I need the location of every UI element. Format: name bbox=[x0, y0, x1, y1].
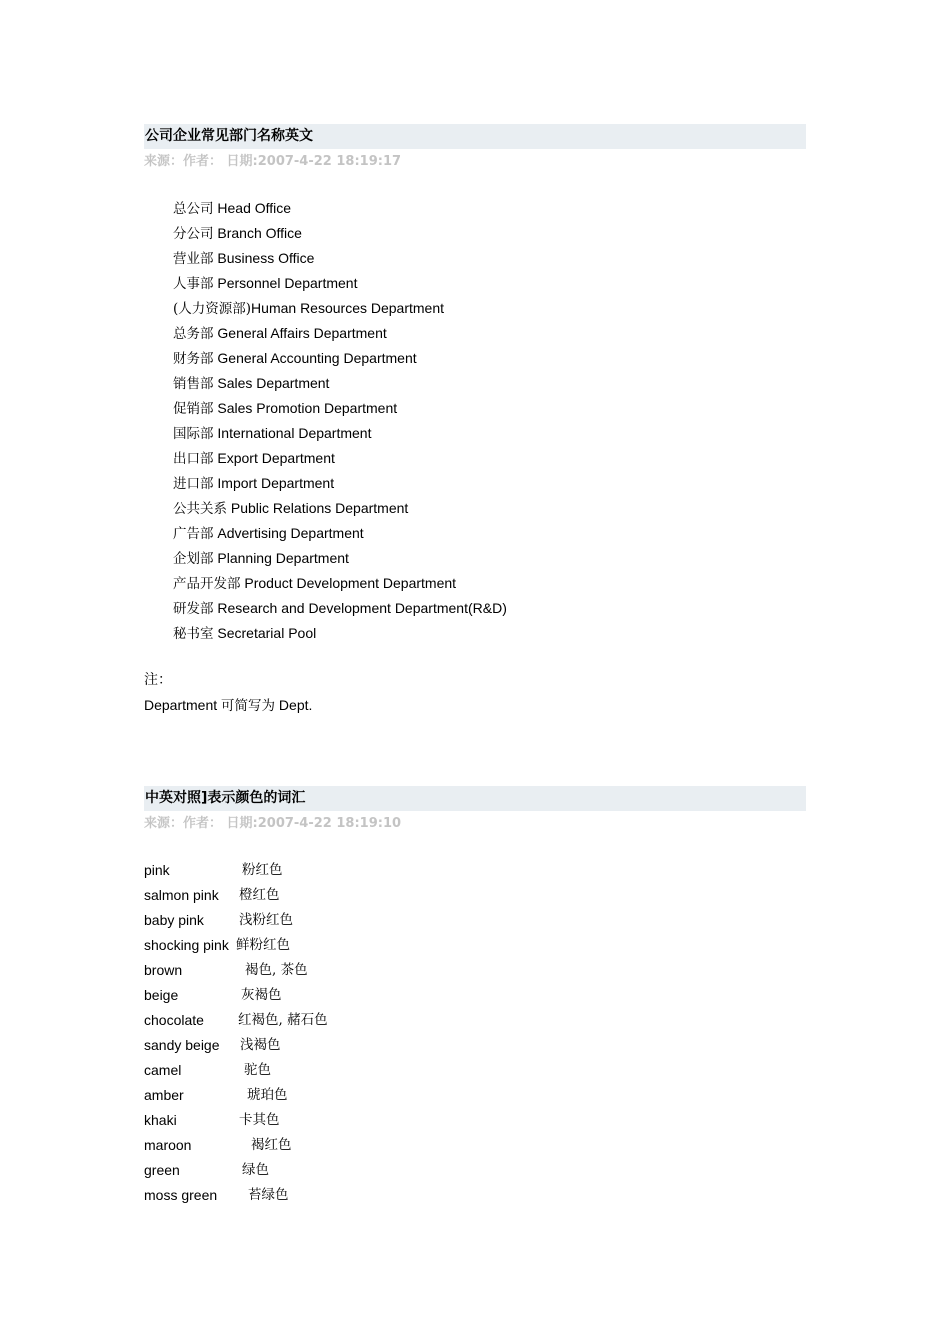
item-zh: 琥珀色 bbox=[247, 1087, 288, 1103]
item-zh: 鲜粉红色 bbox=[236, 937, 290, 953]
item-en: General Affairs Department bbox=[213, 325, 387, 341]
list-item bbox=[144, 546, 806, 571]
item-zh: 财务部 bbox=[173, 351, 214, 367]
note-zh: 可简写为 bbox=[221, 698, 276, 714]
list-item bbox=[144, 446, 806, 471]
list-item bbox=[144, 421, 806, 446]
list-item bbox=[144, 471, 806, 496]
list-item bbox=[144, 858, 806, 883]
item-zh: 绿色 bbox=[242, 1162, 269, 1178]
item-en: khaki bbox=[144, 1112, 177, 1128]
item-en: green bbox=[144, 1162, 180, 1178]
item-en: Secretarial Pool bbox=[213, 625, 317, 641]
item-zh: 进口部 bbox=[173, 476, 214, 492]
item-zh: 总公司 bbox=[173, 201, 214, 217]
list-item bbox=[144, 296, 806, 321]
item-en: Branch Office bbox=[213, 225, 302, 241]
item-en: Sales Department bbox=[213, 375, 330, 391]
item-en: Export Department bbox=[213, 450, 335, 466]
item-en: Advertising Department bbox=[213, 525, 364, 541]
list-item bbox=[144, 883, 806, 908]
item-zh: (人力资源部) bbox=[173, 301, 252, 317]
item-en: General Accounting Department bbox=[213, 350, 417, 366]
item-zh: 浅褐色 bbox=[240, 1037, 281, 1053]
item-en: shocking pink bbox=[144, 937, 229, 953]
list-item bbox=[144, 958, 806, 983]
item-zh: 粉红色 bbox=[242, 862, 283, 878]
item-zh: 褐红色 bbox=[251, 1137, 292, 1153]
item-en: Planning Department bbox=[213, 550, 349, 566]
item-en: chocolate bbox=[144, 1012, 204, 1028]
list-item bbox=[144, 321, 806, 346]
list-item bbox=[144, 271, 806, 296]
list-item bbox=[144, 933, 806, 958]
item-zh: 褐色, 茶色 bbox=[245, 962, 308, 978]
item-zh: 广告部 bbox=[173, 526, 214, 542]
list-item bbox=[144, 221, 806, 246]
list-item bbox=[144, 571, 806, 596]
item-en: sandy beige bbox=[144, 1037, 220, 1053]
item-zh: 驼色 bbox=[244, 1062, 271, 1078]
item-zh: 营业部 bbox=[173, 251, 214, 267]
item-en: maroon bbox=[144, 1137, 192, 1153]
note-en-abbr: Dept. bbox=[275, 697, 313, 713]
item-zh: 分公司 bbox=[173, 226, 214, 242]
list-item bbox=[144, 396, 806, 421]
item-zh: 研发部 bbox=[173, 601, 214, 617]
article-departments bbox=[144, 124, 806, 718]
list-item bbox=[144, 1033, 806, 1058]
list-item bbox=[144, 1008, 806, 1033]
item-zh: 红褐色, 赭石色 bbox=[238, 1012, 328, 1028]
item-en: Import Department bbox=[213, 475, 335, 491]
item-en: Research and Development Department(R&D) bbox=[213, 600, 507, 616]
note-text bbox=[144, 693, 806, 718]
list-item bbox=[144, 1133, 806, 1158]
item-en: International Department bbox=[213, 425, 372, 441]
item-zh: 销售部 bbox=[173, 376, 214, 392]
item-zh: 秘书室 bbox=[173, 626, 214, 642]
item-zh: 国际部 bbox=[173, 426, 214, 442]
list-item bbox=[144, 1158, 806, 1183]
item-en: Human Resources Department bbox=[251, 300, 445, 316]
article-title: 中英对照]表示颜色的词汇 bbox=[144, 786, 806, 811]
item-zh: 出口部 bbox=[173, 451, 214, 467]
item-en: amber bbox=[144, 1087, 184, 1103]
department-list bbox=[144, 196, 806, 646]
item-en: brown bbox=[144, 962, 183, 978]
list-item bbox=[144, 983, 806, 1008]
item-zh: 公共关系 bbox=[173, 501, 227, 517]
list-item bbox=[144, 1108, 806, 1133]
item-en: moss green bbox=[144, 1187, 218, 1203]
item-zh: 橙红色 bbox=[239, 887, 280, 903]
item-en: beige bbox=[144, 987, 179, 1003]
item-en: baby pink bbox=[144, 912, 204, 928]
list-item bbox=[144, 908, 806, 933]
note-en: Department bbox=[144, 697, 222, 713]
item-en: Head Office bbox=[213, 200, 292, 216]
item-zh: 产品开发部 bbox=[173, 576, 241, 592]
item-en: Product Development Department bbox=[240, 575, 457, 591]
list-item bbox=[144, 1058, 806, 1083]
item-en: salmon pink bbox=[144, 887, 219, 903]
item-en: Personnel Department bbox=[213, 275, 358, 291]
color-list bbox=[144, 858, 806, 1208]
note-label: 注： bbox=[144, 672, 172, 688]
item-zh: 人事部 bbox=[173, 276, 214, 292]
item-zh: 促销部 bbox=[173, 401, 214, 417]
list-item bbox=[144, 596, 806, 621]
item-en: Sales Promotion Department bbox=[213, 400, 398, 416]
article-meta: 来源：作者： 日期:2007-4-22 18:19:17 bbox=[144, 154, 402, 169]
item-en: Public Relations Department bbox=[227, 500, 409, 516]
list-item bbox=[144, 496, 806, 521]
item-zh: 卡其色 bbox=[239, 1112, 280, 1128]
item-zh: 灰褐色 bbox=[241, 987, 282, 1003]
list-item bbox=[144, 621, 806, 646]
list-item bbox=[144, 1183, 806, 1208]
article-title: 公司企业常见部门名称英文 bbox=[144, 124, 806, 149]
list-item bbox=[144, 371, 806, 396]
item-zh: 浅粉红色 bbox=[239, 912, 293, 928]
item-zh: 总务部 bbox=[173, 326, 214, 342]
item-en: Business Office bbox=[213, 250, 315, 266]
list-item bbox=[144, 196, 806, 221]
list-item bbox=[144, 346, 806, 371]
item-zh: 企划部 bbox=[173, 551, 214, 567]
list-item bbox=[144, 1083, 806, 1108]
list-item bbox=[144, 521, 806, 546]
item-en: pink bbox=[144, 862, 170, 878]
article-meta: 来源：作者： 日期:2007-4-22 18:19:10 bbox=[144, 816, 402, 831]
list-item bbox=[144, 246, 806, 271]
item-en: camel bbox=[144, 1062, 182, 1078]
item-zh: 苔绿色 bbox=[248, 1187, 289, 1203]
article-colors bbox=[144, 786, 806, 1208]
